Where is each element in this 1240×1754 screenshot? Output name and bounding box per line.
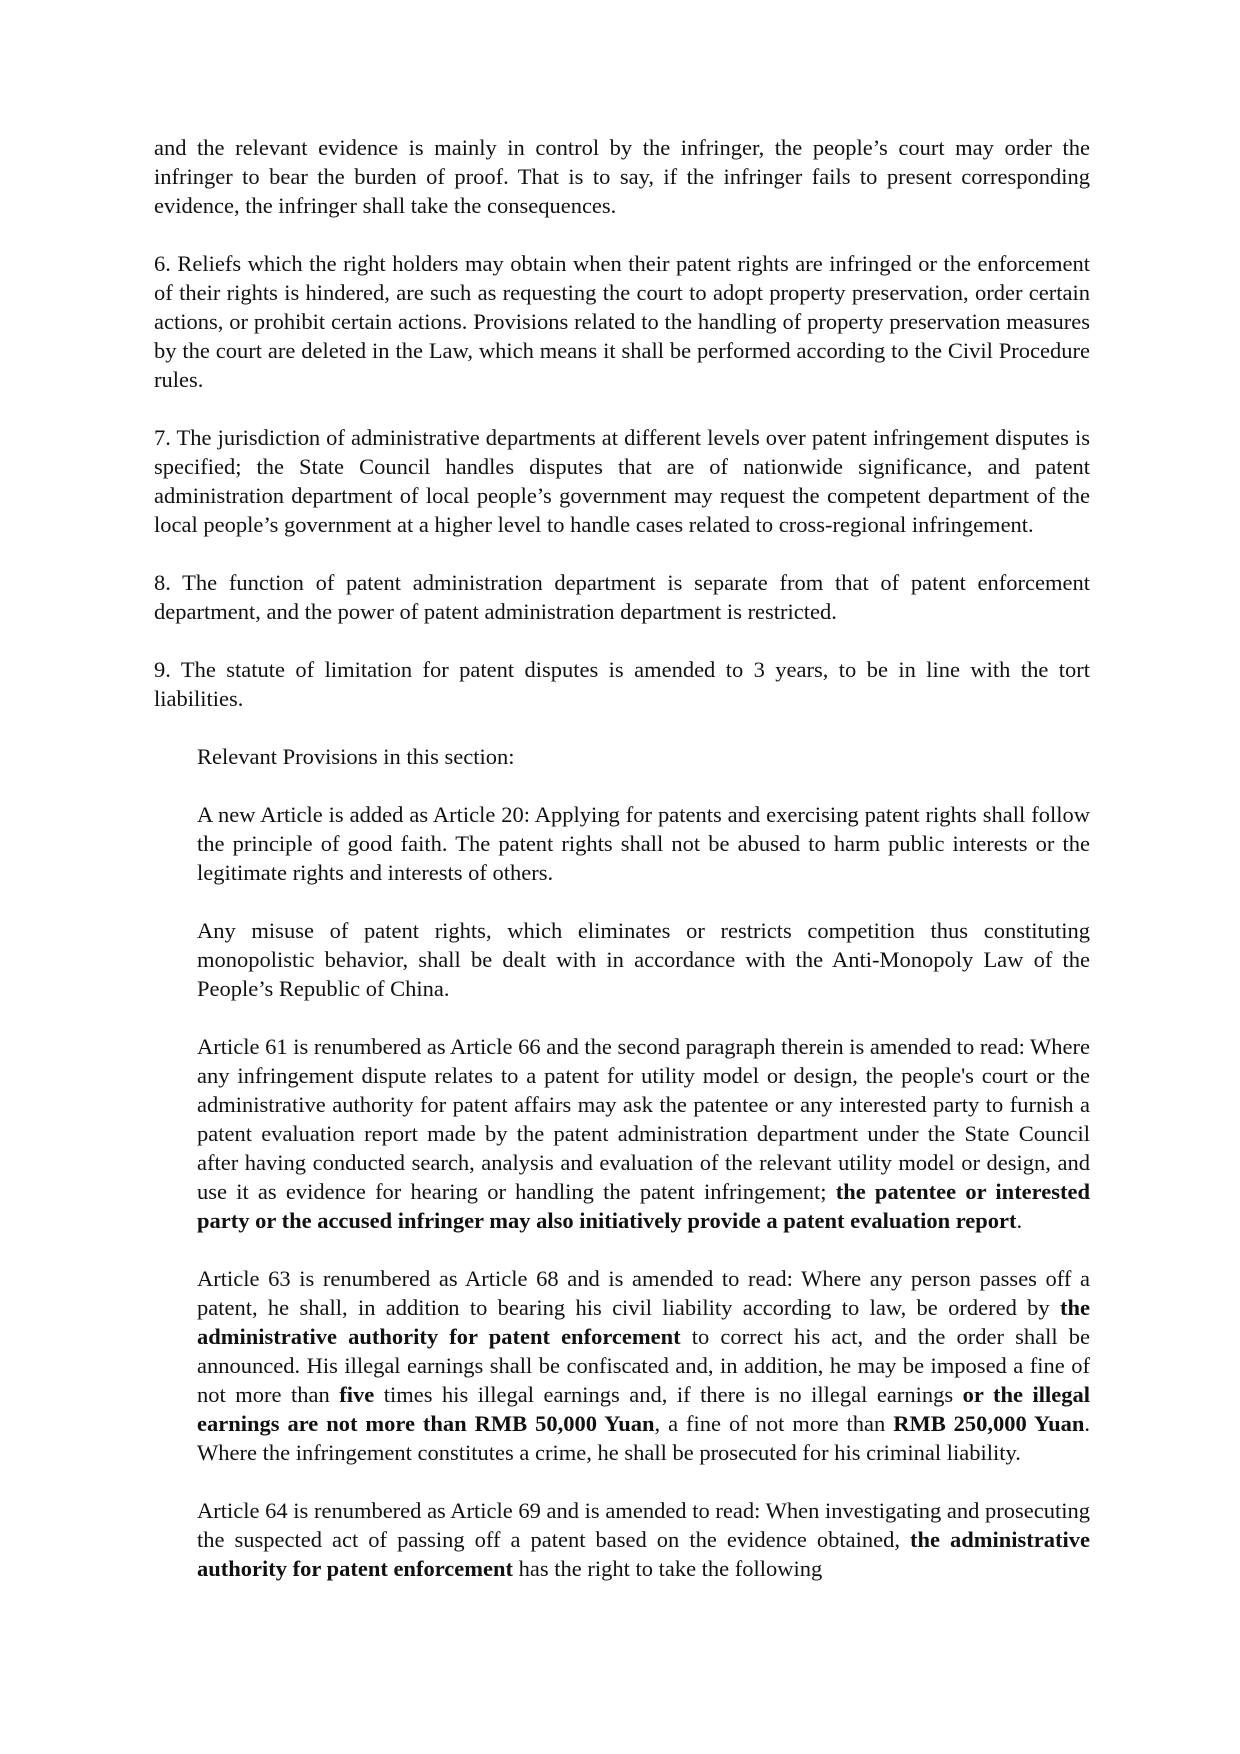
bold-text-segment: the administrative authority for patent enforcement	[197, 1295, 1090, 1349]
bold-text-segment: the administrative authority for patent enforcement	[197, 1527, 1091, 1581]
paragraph-article-69	[197, 1496, 1090, 1583]
text-segment: times his illegal earnings and, if there is no illegal earnings	[374, 1382, 963, 1407]
document-body	[154, 133, 1090, 1583]
text-segment: to correct his act, and the order shall be announced. His illegal earnings shall be confiscated and, in addition, he may be imposed a fine of not more than	[197, 1324, 1090, 1407]
text-segment: . Where the infringement constitutes a crime, he shall be prosecuted for his criminal liability.	[197, 1411, 1090, 1465]
text-segment: Article 61 is renumbered as Article 66 and the second paragraph therein is amended to read: Where any infringement dispute relates to a patent for utility model or design, the people's court or the administrative authority for patent affairs may ask the patentee or any interested party to furnish a patent evaluation report made by the patent administration department under the State Council after having conducted search, analysis and evaluation of the relevant utility model or design, and use it as evidence for hearing or handling the patent infringement;	[197, 1034, 1090, 1204]
text-segment: Article 64 is renumbered as Article 69 and is amended to read: When investigating and prosecuting the suspected act of passing off a patent based on the evidence obtained,	[197, 1498, 1090, 1552]
paragraph-article-20	[197, 800, 1090, 887]
text-segment: 8. The function of patent administration department is separate from that of patent enforcement department, and the power of patent administration department is restricted.	[154, 570, 1090, 624]
bold-text-segment: the patentee or interested party or the accused infringer may also initiatively provide a patent evaluation report	[197, 1179, 1090, 1233]
text-segment: .	[1016, 1208, 1023, 1233]
paragraph-item-8-function	[154, 568, 1090, 626]
paragraph-anti-monopoly	[197, 916, 1090, 1003]
bold-text-segment: RMB 250,000 Yuan	[893, 1411, 1085, 1436]
text-segment: and the relevant evidence is mainly in control by the infringer, the people’s court may order the infringer to bear the burden of proof. That is to say, if the infringer fails to present corresponding evidence, the infringer shall take the consequences.	[154, 135, 1090, 218]
section-heading-relevant-provisions	[197, 742, 1090, 771]
paragraph-item-9-statute	[154, 655, 1090, 713]
text-segment: 9. The statute of limitation for patent disputes is amended to 3 years, to be in line with the tort liabilities.	[154, 657, 1090, 711]
text-segment: A new Article is added as Article 20: Applying for patents and exercising patent rights shall follow the principle of good faith. The patent rights shall not be abused to harm public interests or the legitimate rights and interests of others.	[197, 802, 1090, 885]
text-segment: Any misuse of patent rights, which eliminates or restricts competition thus constituting monopolistic behavior, shall be dealt with in accordance with the Anti-Monopoly Law of the People’s Republic of China.	[197, 918, 1090, 1001]
bold-text-segment: five	[339, 1382, 375, 1407]
paragraph-item-6-reliefs	[154, 249, 1090, 394]
paragraph-burden-of-proof	[154, 133, 1090, 220]
text-segment: , a fine of not more than	[654, 1411, 894, 1436]
text-segment: has the right to take the following	[512, 1556, 823, 1581]
paragraph-article-66	[197, 1032, 1090, 1235]
paragraph-article-68	[197, 1264, 1090, 1467]
paragraph-item-7-jurisdiction	[154, 423, 1090, 539]
text-segment: 6. Reliefs which the right holders may obtain when their patent rights are infringed or the enforcement of their rights is hindered, are such as requesting the court to adopt property preservation, order certain actions, or prohibit certain actions. Provisions related to the handling of property preservation measures by the court are deleted in the Law, which means it shall be performed according to the Civil Procedure rules.	[154, 251, 1090, 392]
text-segment: Article 63 is renumbered as Article 68 and is amended to read: Where any person passes off a patent, he shall, in addition to bearing his civil liability according to law, be ordered by	[197, 1266, 1090, 1320]
text-segment: Relevant Provisions in this section:	[197, 744, 515, 769]
text-segment: 7. The jurisdiction of administrative departments at different levels over patent infringement disputes is specified; the State Council handles disputes that are of nationwide significance, and patent administration department of local people’s government may request the competent department of the local people’s government at a higher level to handle cases related to cross-regional infringement.	[154, 425, 1090, 537]
bold-text-segment: or the illegal earnings are not more than RMB 50,000 Yuan	[197, 1382, 1090, 1436]
